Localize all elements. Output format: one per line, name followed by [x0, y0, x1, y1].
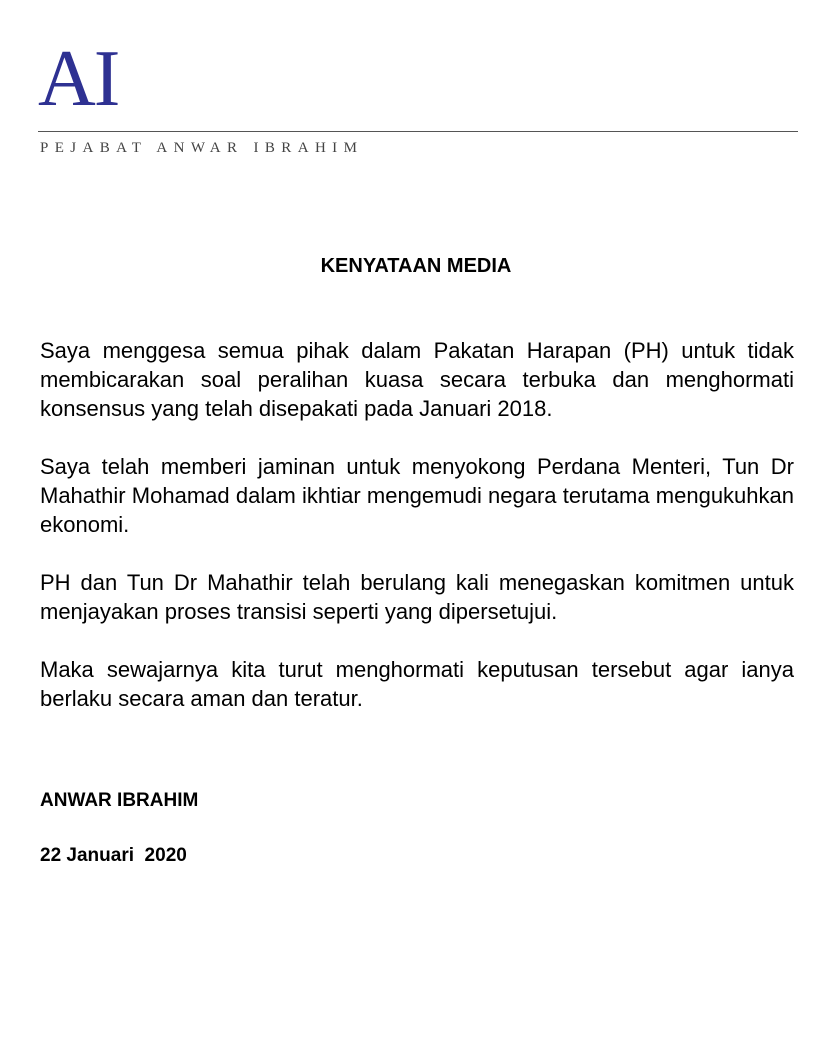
paragraph: Saya telah memberi jaminan untuk menyokong Perdana Menteri, Tun Dr Mahathir Mohamad dalam ikhtiar mengemudi negara terutama mengukuhkan ekonomi.	[40, 454, 794, 537]
statement-date: 22 Januari 2020	[40, 845, 187, 866]
paragraph: PH dan Tun Dr Mahathir telah berulang kali menegaskan komitmen untuk menjayakan proses transisi seperti yang dipersetujui.	[40, 570, 794, 624]
paragraph: Maka sewajarnya kita turut menghormati keputusan tersebut agar ianya berlaku secara aman dan teratur.	[40, 657, 794, 711]
header-divider	[38, 131, 798, 132]
statement-title: KENYATAAN MEDIA	[320, 255, 512, 277]
office-name: PEJABAT ANWAR IBRAHIM	[40, 140, 364, 156]
signatory-name: ANWAR IBRAHIM	[40, 790, 199, 811]
paragraph: Saya menggesa semua pihak dalam Pakatan Harapan (PH) untuk tidak membicarakan soal peralihan kuasa secara terbuka dan menghormati konsensus yang telah disepakati pada Januari 2018.	[40, 338, 794, 421]
ai-logo: AI	[38, 35, 119, 123]
statement-body	[40, 336, 794, 742]
